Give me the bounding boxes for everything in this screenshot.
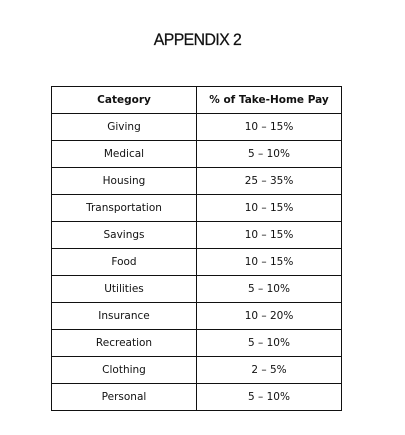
table-row [52, 168, 342, 195]
table-row [52, 384, 342, 411]
category-cell: Medical [52, 141, 197, 168]
percent-cell: 10 – 15% [197, 195, 342, 222]
category-cell: Transportation [52, 195, 197, 222]
category-cell: Utilities [52, 276, 197, 303]
budget-table [51, 86, 342, 411]
column-header-category: Category [52, 87, 197, 114]
category-cell: Insurance [52, 303, 197, 330]
table-row [52, 276, 342, 303]
category-cell: Clothing [52, 357, 197, 384]
percent-cell: 25 – 35% [197, 168, 342, 195]
table-header-row [52, 87, 342, 114]
percent-cell: 10 – 15% [197, 114, 342, 141]
table-row [52, 141, 342, 168]
category-cell: Recreation [52, 330, 197, 357]
category-cell: Savings [52, 222, 197, 249]
table-row [52, 195, 342, 222]
page-title: APPENDIX 2 [153, 30, 242, 49]
table-row [52, 303, 342, 330]
table-row [52, 357, 342, 384]
percent-cell: 5 – 10% [197, 276, 342, 303]
percent-cell: 5 – 10% [197, 141, 342, 168]
percent-cell: 5 – 10% [197, 330, 342, 357]
table-row [52, 330, 342, 357]
category-cell: Giving [52, 114, 197, 141]
column-header-percent: % of Take-Home Pay [197, 87, 342, 114]
table-row [52, 222, 342, 249]
table-row [52, 114, 342, 141]
category-cell: Food [52, 249, 197, 276]
percent-cell: 5 – 10% [197, 384, 342, 411]
percent-cell: 10 – 20% [197, 303, 342, 330]
table-row [52, 249, 342, 276]
percent-cell: 10 – 15% [197, 249, 342, 276]
category-cell: Personal [52, 384, 197, 411]
category-cell: Housing [52, 168, 197, 195]
percent-cell: 2 – 5% [197, 357, 342, 384]
percent-cell: 10 – 15% [197, 222, 342, 249]
